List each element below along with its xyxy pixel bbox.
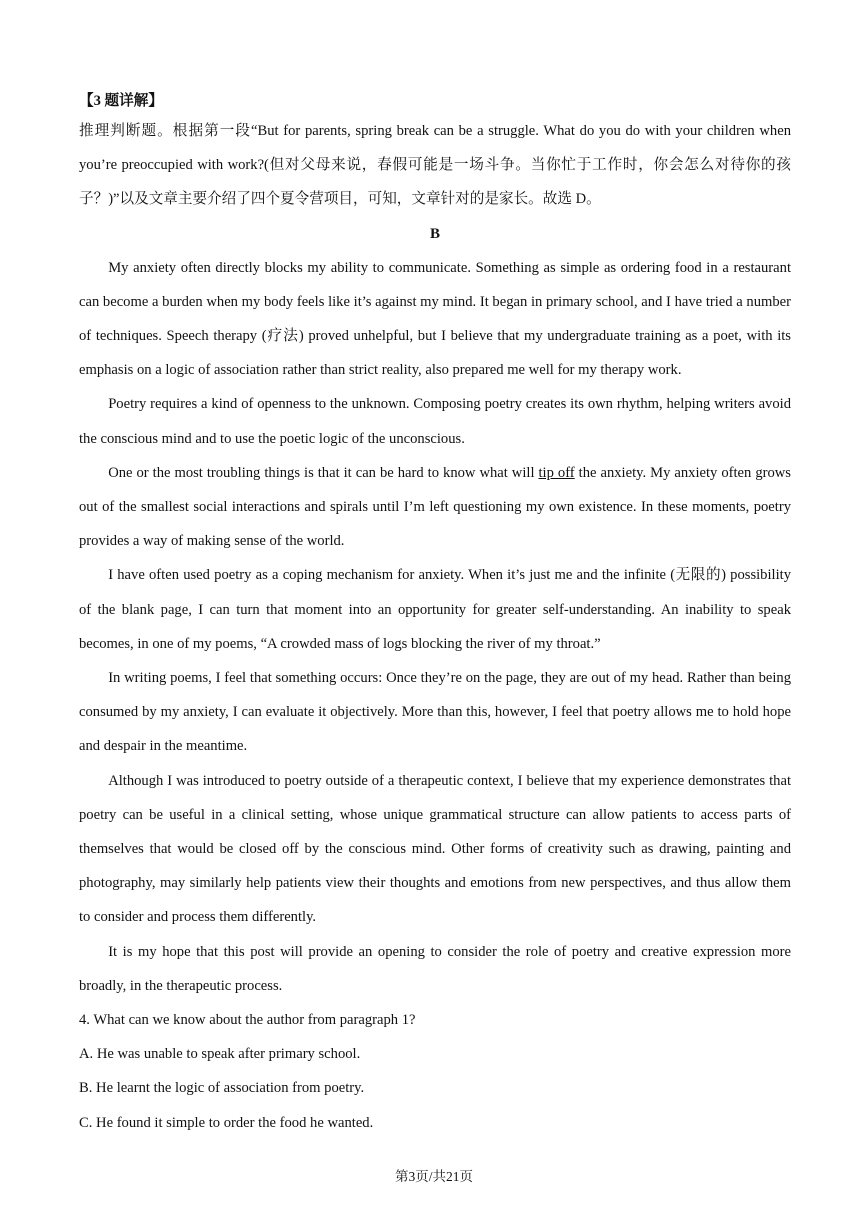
passage-paragraph-1: My anxiety often directly blocks my ability to communicate. Something as simple as ordering food in a restaurant can become a burden when my body feels like it’s against my mind. It began in primary school, and I have tried a number of techniques. Speech therapy (疗法) proved unhelpful, but I believe that my undergraduate training as a poet, with its emphasis on a logic of association rather than strict reality, also prepared me well for my therapy work. <box>79 259 791 379</box>
question-stem: 4. What can we know about the author from paragraph 1? <box>79 1012 416 1029</box>
page-content <box>79 88 791 1140</box>
passage-paragraph-3 <box>79 456 791 559</box>
paragraph-3-text-end: the anxiety. My anxiety often grows out of the smallest social interactions and spirals until I’m left questioning my own existence. In these moments, poetry provides a way of making sense of the world. <box>79 464 791 550</box>
explanation-body: 推理判断题。根据第一段“But for parents, spring break can be a struggle. What do you do with your children when you’re preoccupied with work?(但对父母来说，春假可能是一场斗争。当你忙于工作时，你会怎么对待你的孩子？)”以及文章主要介绍了四个夏令营项目，可知，文章针对的是家长。故选 D。 <box>79 123 791 208</box>
passage-paragraph-6: Although I was introduced to poetry outside of a therapeutic context, I believe that my experience demonstrates that poetry can be useful in a clinical setting, whose unique grammatical structure can allow patients to access parts of themselves that would be closed off by the conscious mind. Other forms of creativity such as drawing, painting and photography, may similarly help patients view their thoughts and emotions from new perspectives, and thus allow them to consider and process them differently. <box>79 772 791 926</box>
page-number-footer: 第3页/共21页 <box>394 1169 473 1184</box>
passage-paragraph-7: It is my hope that this post will provide an opening to consider the role of poetry and creative expression more broadly, in the therapeutic process. <box>79 943 791 994</box>
question-option: B. He learnt the logic of association from poetry. <box>79 1080 365 1097</box>
explanation-heading: 【3 题详解】 <box>79 93 163 109</box>
passage-title: B <box>429 225 440 242</box>
paragraph-3-text-start: One or the most troubling things is that it can be hard to know what will <box>108 464 539 481</box>
passage-paragraph-4: I have often used poetry as a coping mechanism for anxiety. When it’s just me and the infinite (无限的) possibility of the blank page, I can turn that moment into an opportunity for greater self-understanding. An inability to speak becomes, in one of my poems, “A crowded mass of logs blocking the river of my throat.” <box>79 567 791 652</box>
passage-paragraph-5: In writing poems, I feel that something occurs: Once they’re on the page, they are out of my head. Rather than being consumed by my anxiety, I can evaluate it objectively. More than this, however, I feel that poetry allows me to hold hope and despair in the meantime. <box>79 670 791 755</box>
underlined-phrase: tip off <box>538 464 575 481</box>
question-option: C. He found it simple to order the food he wanted. <box>79 1114 374 1131</box>
question-option: A. He was unable to speak after primary school. <box>79 1046 361 1063</box>
passage-paragraph-2: Poetry requires a kind of openness to the unknown. Composing poetry creates its own rhythm, helping writers avoid the conscious mind and to use the poetic logic of the unconscious. <box>79 396 791 447</box>
